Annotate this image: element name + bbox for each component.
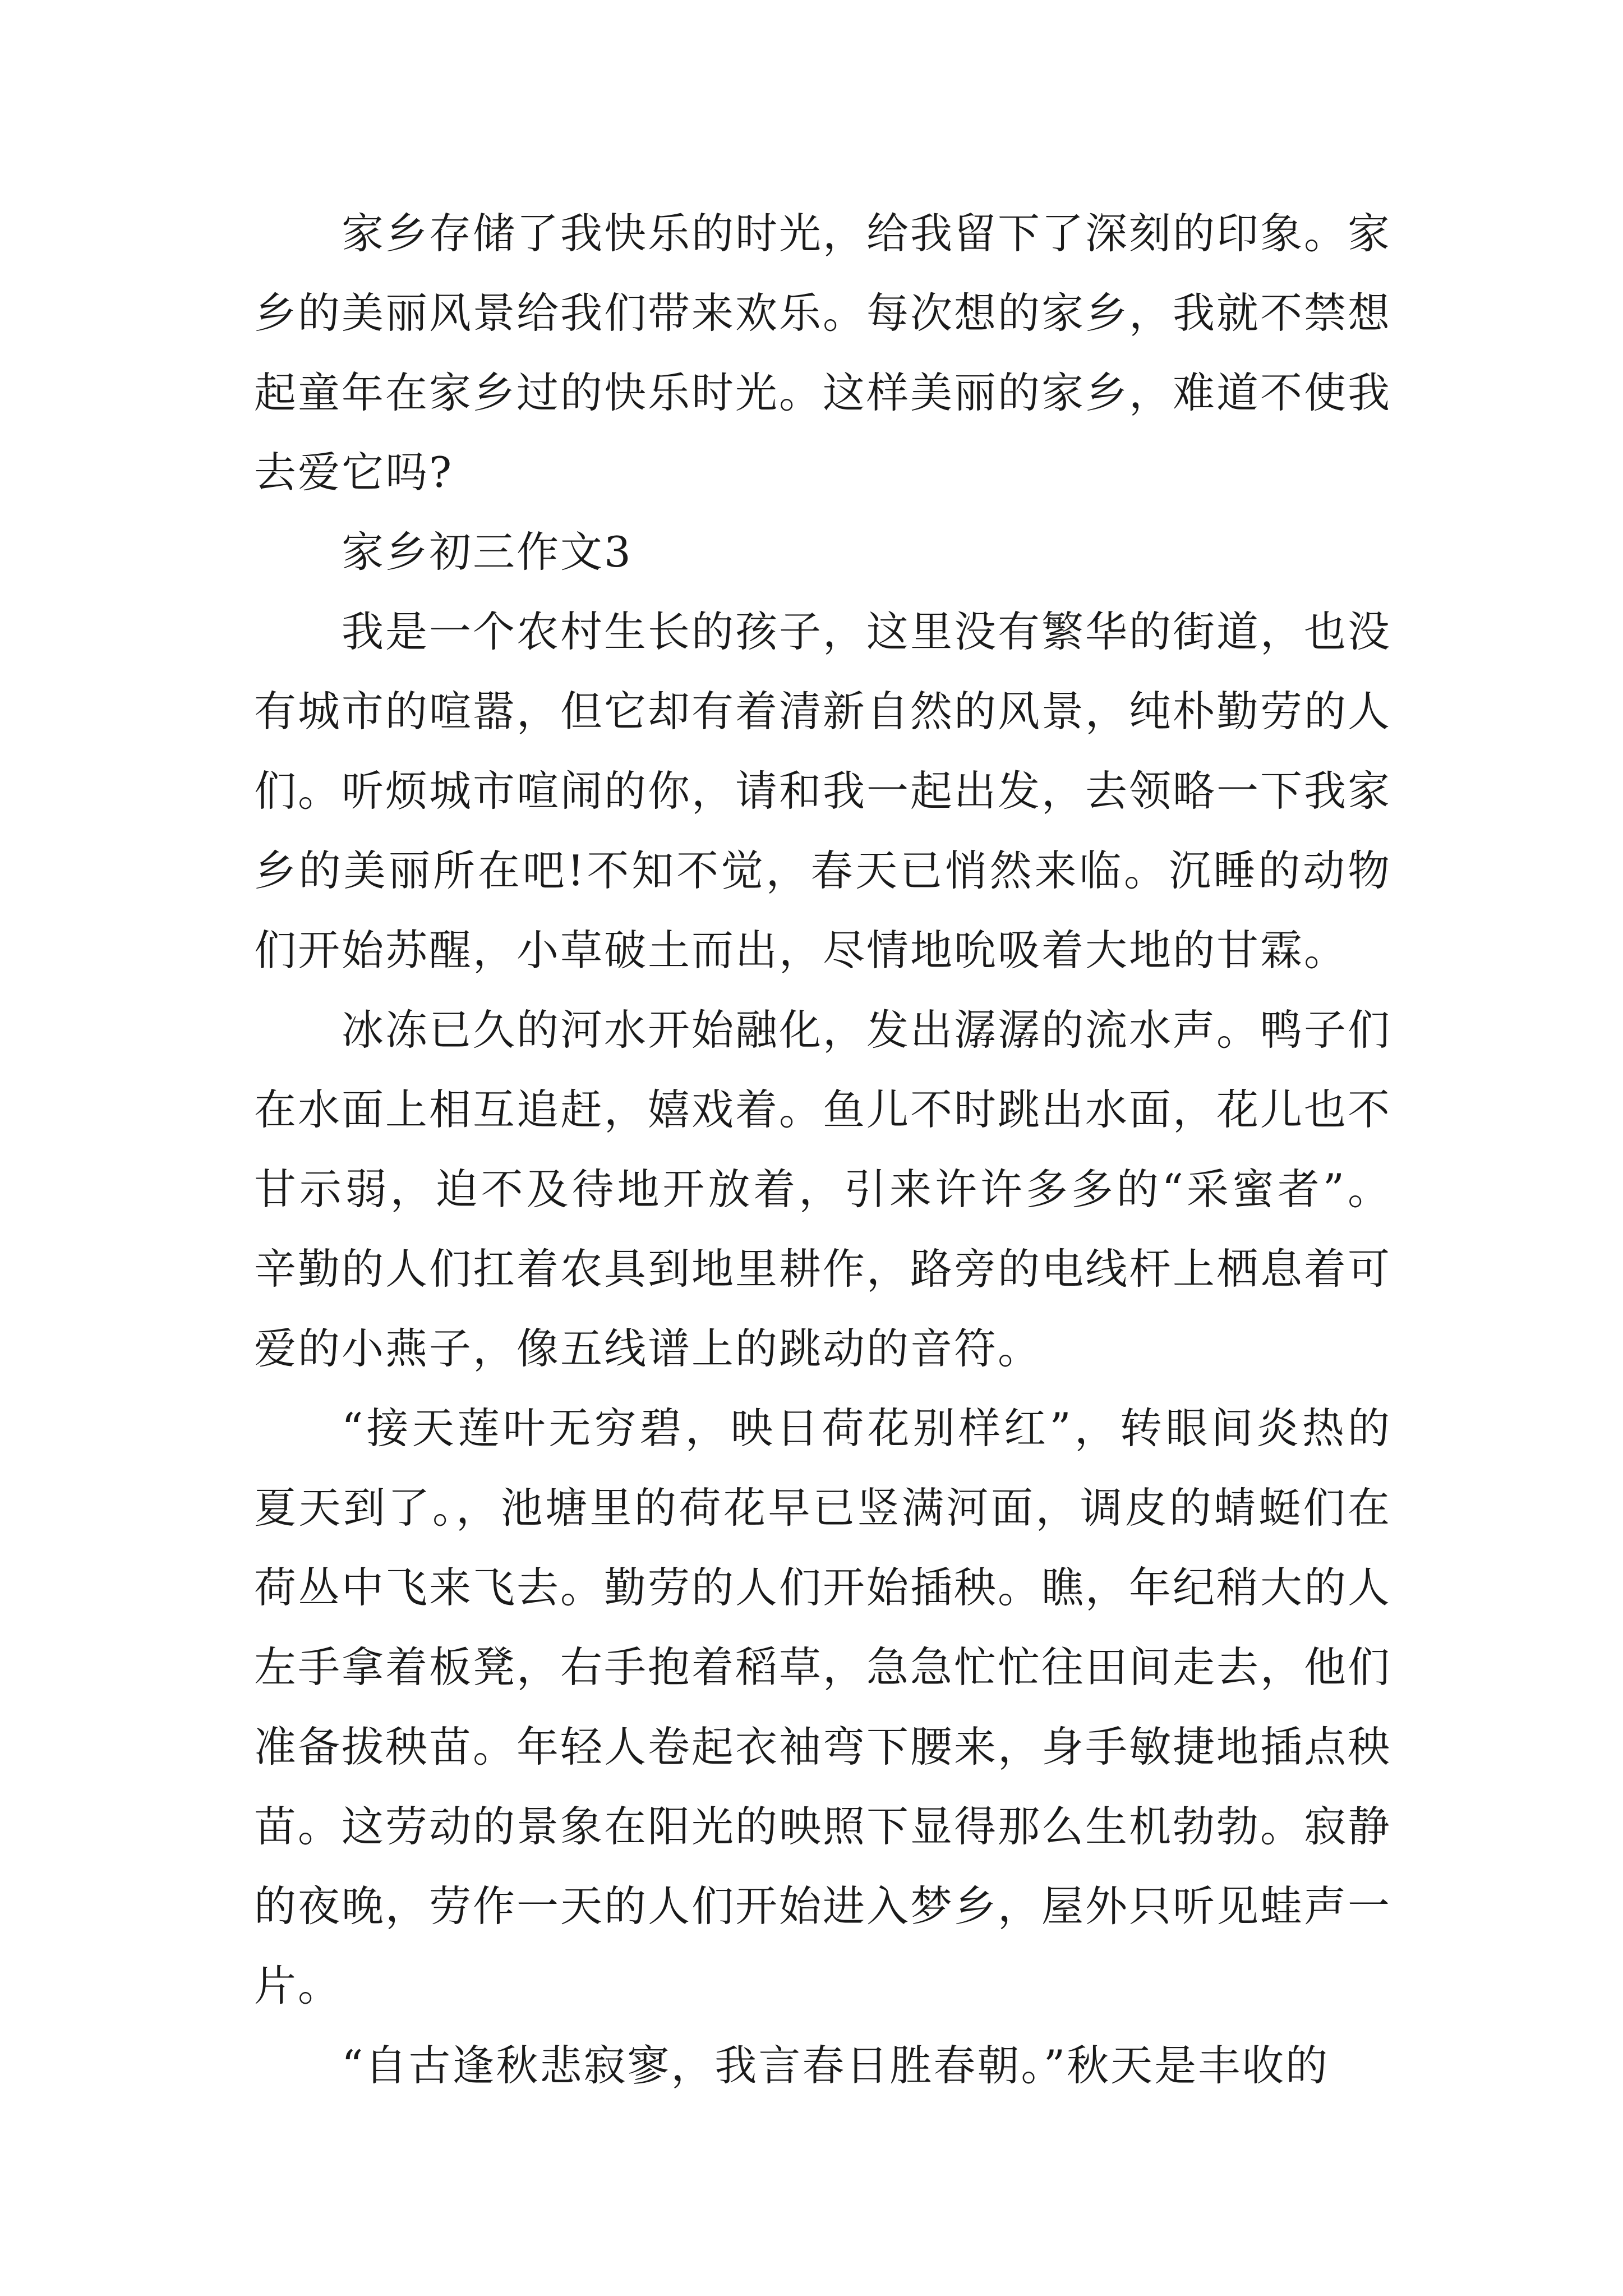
essay-heading: 家乡初三作文3 <box>342 527 633 577</box>
paragraph-hometown-memories: 家乡存储了我快乐的时光，给我留下了深刻的印象。家乡的美丽风景给我们带来欢乐。每次想的家乡，我就不禁想起童年在家乡过的快乐时光。这样美丽的家乡，难道不使我去爱它吗? <box>254 209 1392 497</box>
paragraph-summer: “接天莲叶无穷碧，映日荷花别样红”，转眼间炎热的夏天到了。，池塘里的荷花早已竖满河面，调皮的蜻蜓们在荷丛中飞来飞去。勤劳的人们开始插秧。瞧，年纪稍大的人左手拿着板凳，右手抱着稻草，急急忙忙往田间走去，他们准备拔秧苗。年轻人卷起衣袖弯下腰来，身手敏捷地插点秧苗。这劳动的景象在阳光的映照下显得那么生机勃勃。寂静的夜晚，劳作一天的人们开始进入梦乡，屋外只听见蛙声一片。 <box>254 1404 1392 2010</box>
paragraph-village-spring: 我是一个农村生长的孩子，这里没有繁华的街道，也没有城市的喧嚣，但它却有着清新自然的风景，纯朴勤劳的人们。听烦城市喧闹的你，请和我一起出发，去领略一下我家乡的美丽所在吧!不知不觉，春天已悄然来临。沉睡的动物们开始苏醒，小草破土而出，尽情地吮吸着大地的甘霖。 <box>254 607 1392 975</box>
paragraph-autumn: “自古逢秋悲寂寥，我言春日胜春朝。”秋天是丰收的 <box>342 2041 1330 2090</box>
document-body <box>254 194 1391 2105</box>
paragraph-river-thaw: 冰冻已久的河水开始融化，发出潺潺的流水声。鸭子们在水面上相互追赶，嬉戏着。鱼儿不时跳出水面，花儿也不甘示弱，迫不及待地开放着，引来许许多多的“采蜜者”。辛勤的人们扛着农具到地里耕作，路旁的电线杆上栖息着可爱的小燕子，像五线谱上的跳动的音符。 <box>254 1005 1392 1373</box>
